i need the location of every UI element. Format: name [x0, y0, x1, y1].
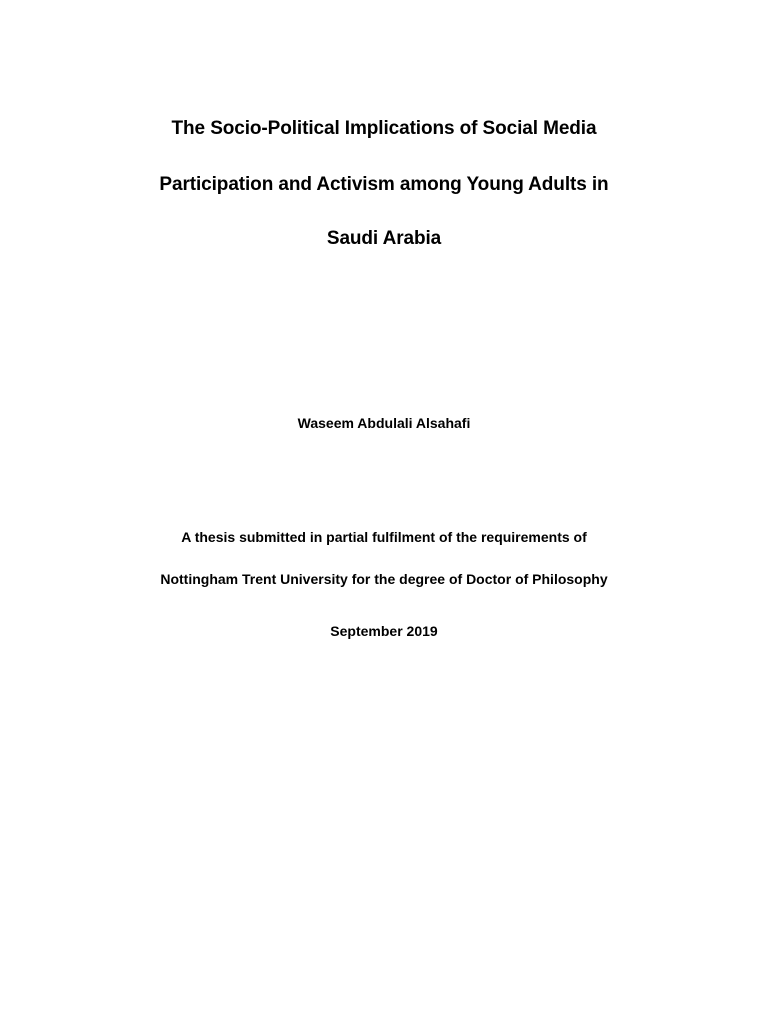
- thesis-title-line-2: Participation and Activism among Young Adults in: [159, 174, 609, 195]
- submission-date: September 2019: [330, 623, 438, 639]
- author-name: Waseem Abdulali Alsahafi: [297, 415, 471, 431]
- thesis-title-line-1: The Socio-Political Implications of Social Media: [171, 118, 597, 139]
- thesis-title-line-3: Saudi Arabia: [326, 228, 442, 249]
- submission-statement-line-2: Nottingham Trent University for the degree of Doctor of Philosophy: [160, 571, 608, 587]
- submission-statement-line-1: A thesis submitted in partial fulfilment of the requirements of: [181, 529, 587, 545]
